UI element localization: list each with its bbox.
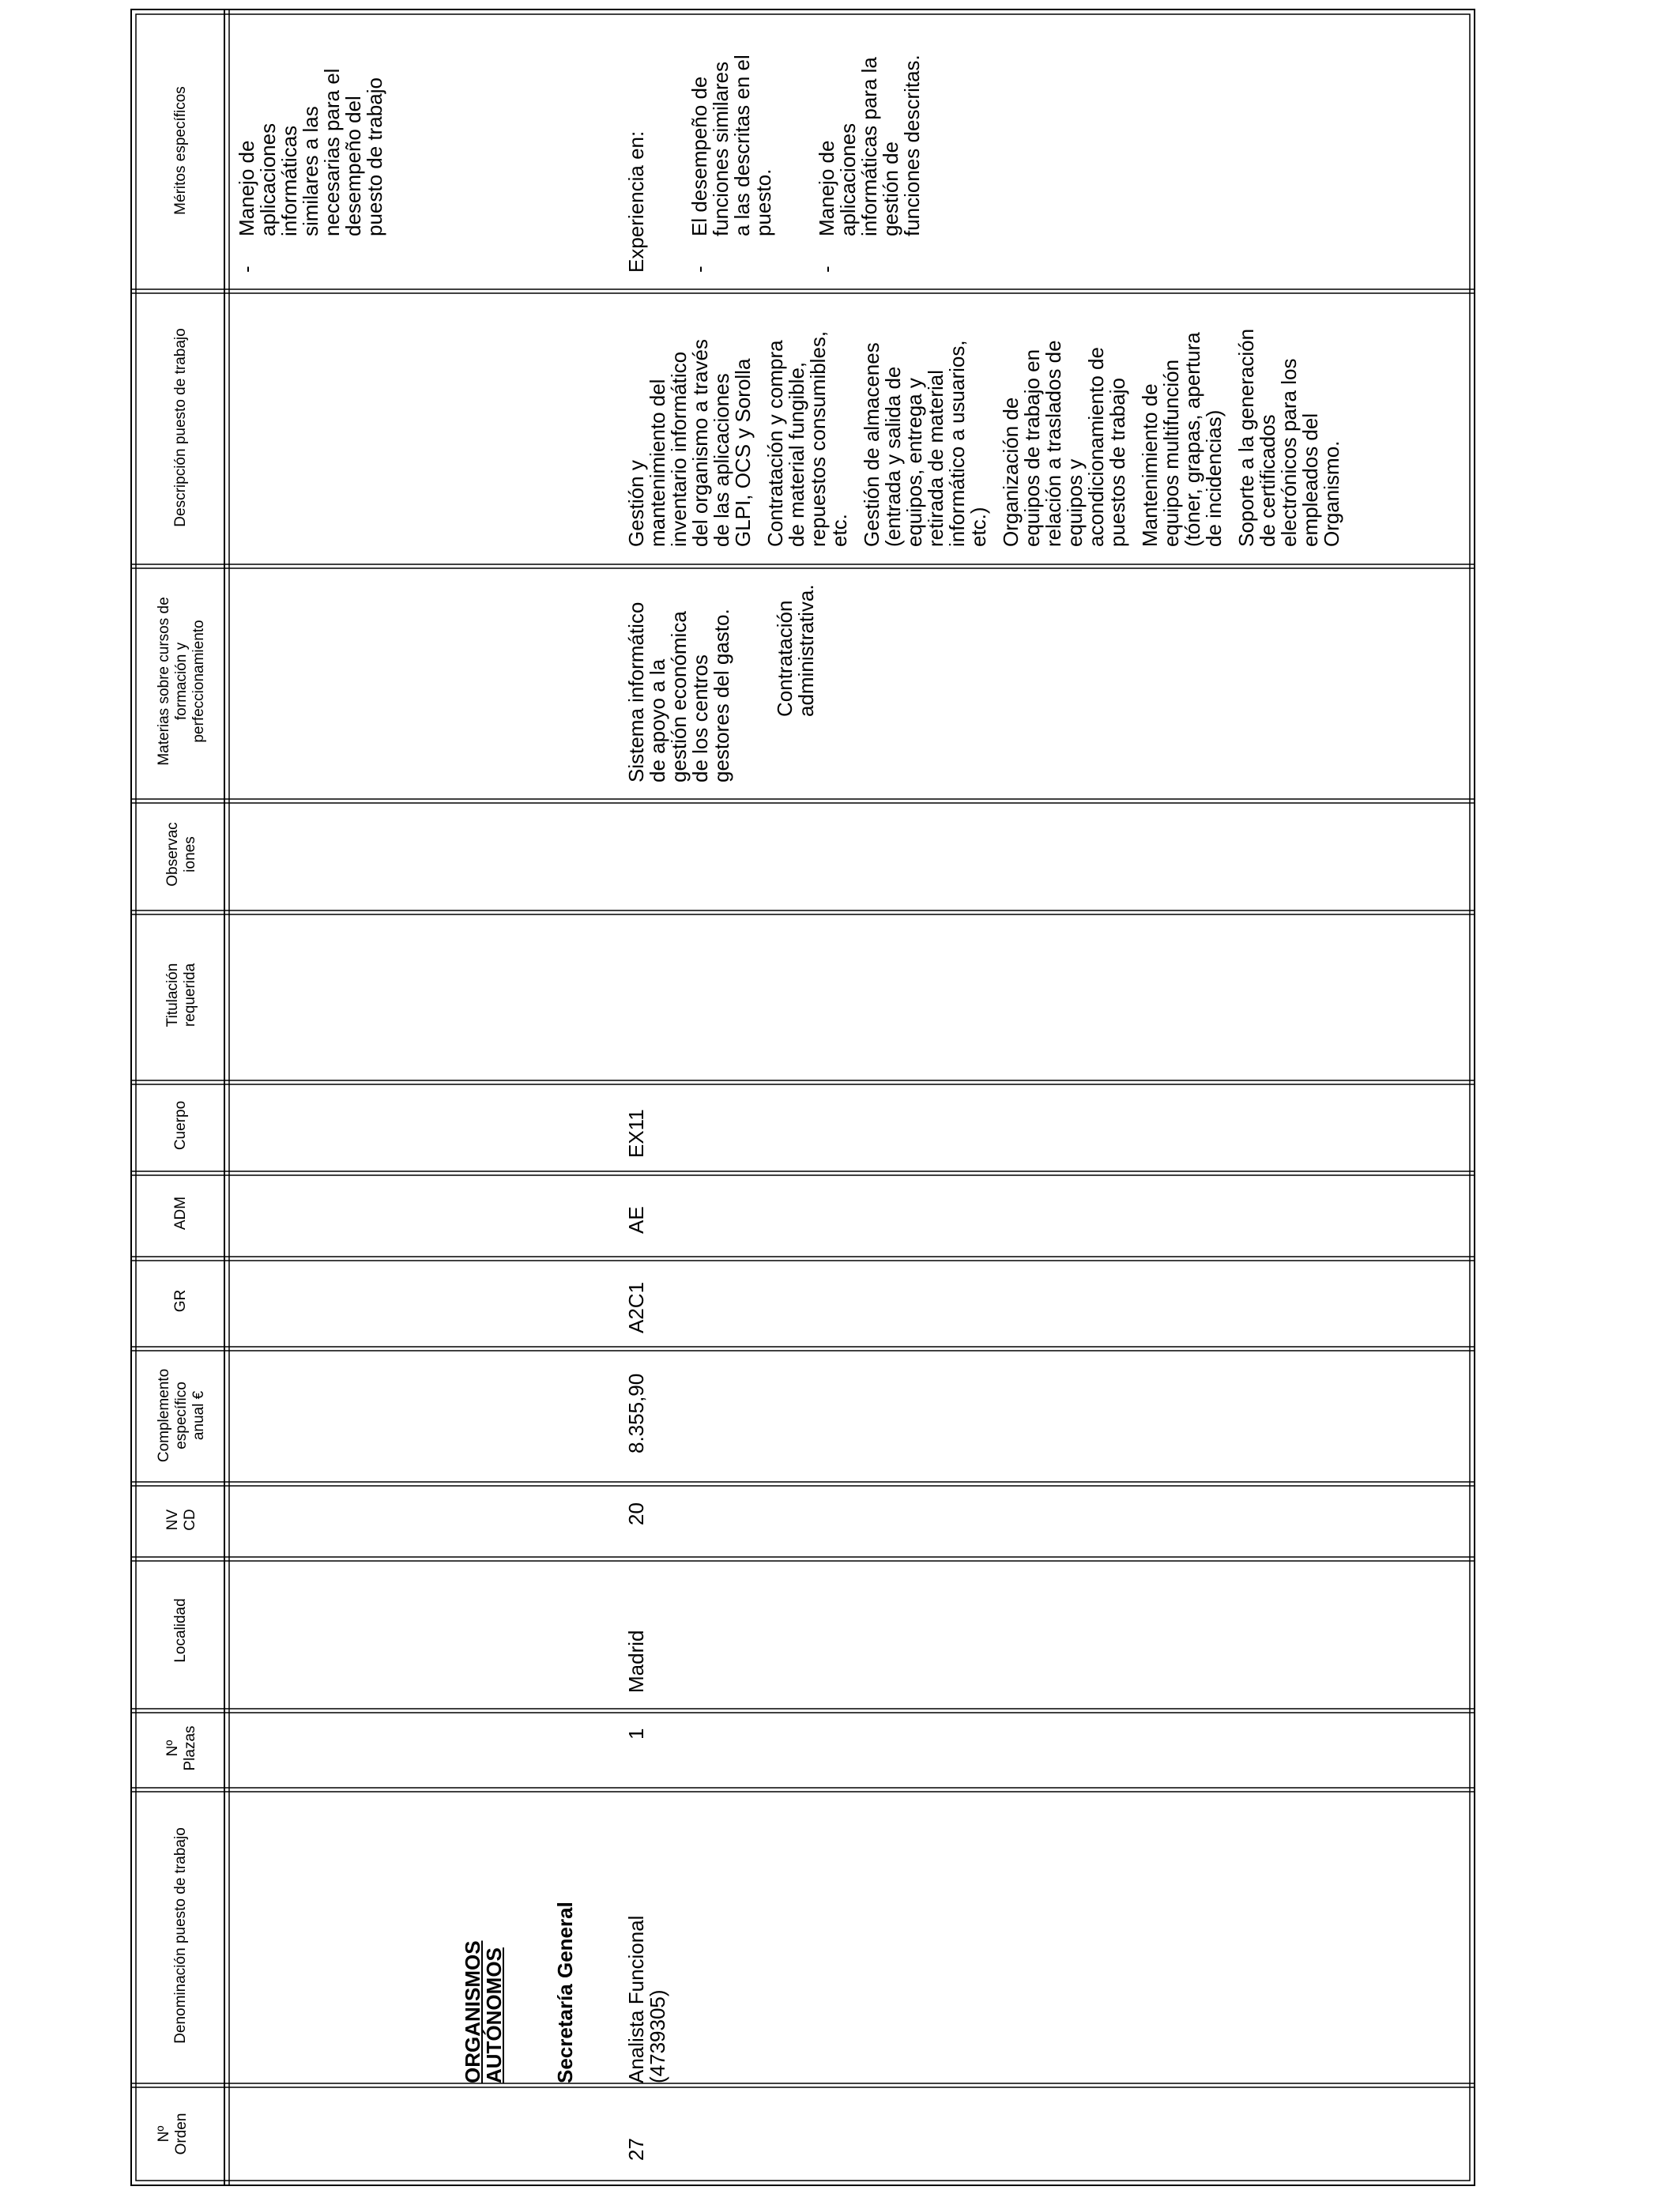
cell-gr: A2C1 [624, 1281, 648, 1333]
cell-cuerpo: EX11 [624, 1109, 648, 1158]
cell-denominacion: Analista Funcional (4739305) [624, 1915, 669, 2083]
header-denominacion: Denominación puesto de trabajo [172, 1827, 189, 2044]
header-nivel: NV CD [164, 1509, 198, 1531]
header-adm: ADM [172, 1196, 189, 1231]
cell-plazas: 1 [624, 1728, 648, 1740]
header-localidad: Localidad [172, 1598, 189, 1663]
header-materias: Materias sobre cursos de formación y perfeccionamiento [156, 597, 207, 766]
header-cuerpo: Cuerpo [172, 1100, 189, 1151]
section-subtitle: Secretaría General [553, 1902, 577, 2083]
header-meritos: Méritos específicos [172, 86, 189, 215]
section-title: ORGANISMOS AUTÓNOMOS [461, 1940, 506, 2083]
cell-nivel: 20 [624, 1502, 648, 1525]
merit-item: - El desempeño de funciones similares a las descritas en el puesto. [687, 55, 775, 273]
header-gr: GR [172, 1289, 189, 1313]
cell-materias: Sistema informático de apoyo a la gestión económica de los centros gestores del gasto. Contratación administrativa. [624, 584, 818, 782]
previous-merits: - Manejo de aplicaciones informáticas similares a las necesarias para el desempeño del puesto de trabajo [235, 68, 386, 273]
header-descripcion: Descripción puesto de trabajo [172, 328, 189, 527]
previous-merits-text: Manejo de aplicaciones informáticas similares a las necesarias para el desempeño del puesto de trabajo [235, 68, 386, 236]
cell-localidad: Madrid [624, 1630, 648, 1693]
header-complemento: Complemento específico anual € [156, 1368, 207, 1463]
cell-complemento: 8.355,90 [624, 1373, 648, 1453]
cell-meritos: Experiencia en: - El desempeño de funciones similares a las descritas en el puesto. - Manejo de aplicaciones informáticas para la gestión de funciones descritas. [624, 55, 924, 273]
merit-item: - Manejo de aplicaciones informáticas para la gestión de funciones descritas. [815, 55, 924, 273]
cell-adm: AE [624, 1206, 648, 1234]
cell-orden: 27 [624, 2138, 648, 2161]
header-orden: Nº Orden [156, 2113, 190, 2155]
header-titulacion: Titulación requerida [164, 963, 198, 1027]
header-plazas: Nº Plazas [164, 1725, 198, 1771]
cell-descripcion: Gestión y mantenimiento del inventario informático del organismo a través de las aplicaciones GLPI, OCS y Sorolla Contratación y compra de material fungible, repuestos consumibles, etc. Gestión de almacenes (entrada y salida de equipos, entrega y retirada de material informático a usuarios, etc.) Organización de equipos de trabajo en relación a traslados de equipos y acondicionamiento de puestos de trabajo Mantenimiento de equipos multifunción (tóner, grapas, apertura de incidencias) Soporte a la generación de certificados electrónicos para los empleados del Organismo. [624, 328, 1343, 547]
header-observaciones: Observac iones [164, 822, 198, 887]
